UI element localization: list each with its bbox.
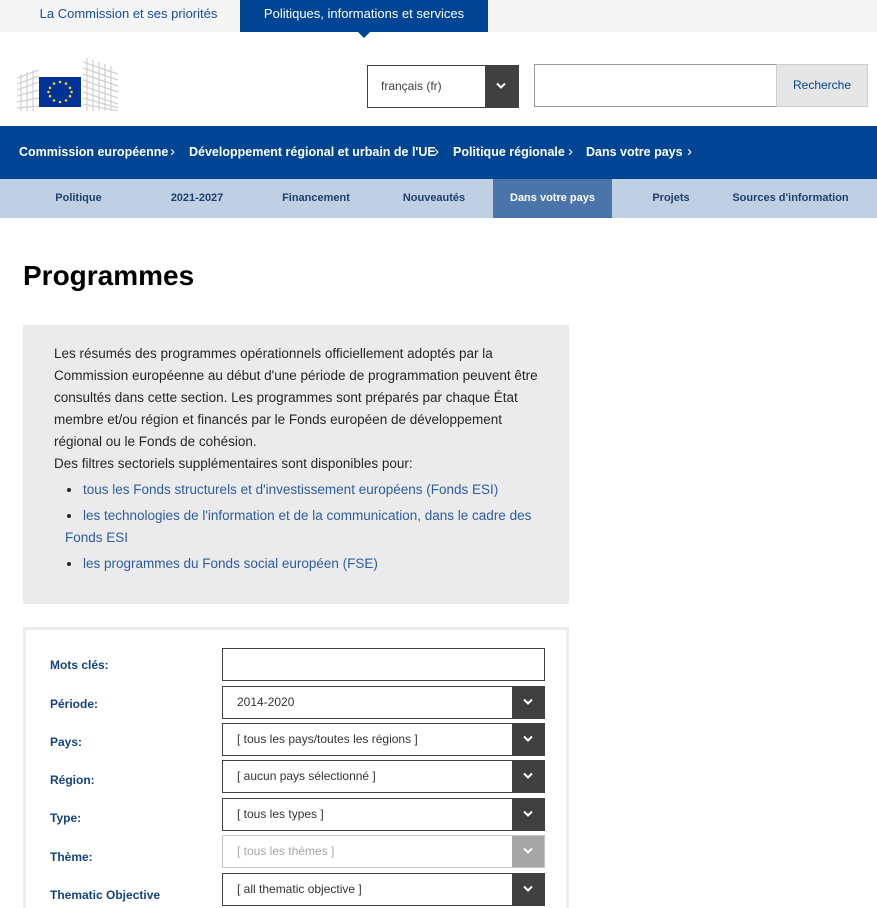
- type-value: [ tous les types ]: [237, 807, 324, 821]
- theme-value: [ tous les thèmes ]: [237, 844, 335, 858]
- language-select[interactable]: [367, 65, 519, 108]
- region-value: [ aucun pays sélectionné ]: [237, 769, 376, 783]
- country-value: [ tous les pays/toutes les régions ]: [237, 732, 418, 746]
- subnav-projets[interactable]: Projets: [652, 192, 690, 204]
- eu-flag-logo-icon[interactable]: [17, 58, 119, 111]
- link-esi-funds[interactable]: tous les Fonds structurels et d'investissement européens (Fonds ESI): [83, 479, 533, 501]
- tab-commission-priorities[interactable]: La Commission et ses priorités: [39, 6, 218, 21]
- language-dropdown-button[interactable]: [485, 66, 518, 107]
- chevron-right-icon: ›: [434, 143, 439, 160]
- subnav-dans-votre-pays[interactable]: Dans votre pays: [493, 179, 612, 218]
- subnav-nouveautes[interactable]: Nouveautés: [402, 192, 466, 204]
- type-dropdown-button[interactable]: [512, 799, 544, 830]
- country-select[interactable]: [222, 723, 545, 756]
- info-box: [23, 325, 569, 604]
- info-paragraph: Les résumés des programmes opérationnels officiellement adoptés par la Commission européenne au début d'une période de programmation peuvent être consultés dans cette section. Les programmes sont préparés par chaque État membre et/ou région et financés par le Fonds européen de développement régional ou le Fonds de cohésion.: [54, 346, 538, 449]
- thematic-objective-dropdown-button[interactable]: [512, 874, 544, 905]
- filter-form: [23, 627, 569, 908]
- info-filters-intro: Des filtres sectoriels supplémentaires sont disponibles pour:: [54, 456, 413, 471]
- type-label: Type:: [50, 811, 82, 825]
- tab-policies-information-services[interactable]: Politiques, informations et services: [240, 0, 488, 32]
- period-value: 2014-2020: [237, 695, 295, 709]
- subnav-financement[interactable]: Financement: [282, 192, 350, 204]
- theme-select[interactable]: [222, 835, 545, 868]
- language-value: français (fr): [381, 79, 442, 93]
- chevron-right-icon: ›: [568, 143, 573, 160]
- chevron-down-icon: [496, 82, 506, 90]
- type-select[interactable]: [222, 798, 545, 831]
- link-esf-programmes[interactable]: les programmes du Fonds social européen (FSE): [83, 553, 533, 575]
- keywords-input[interactable]: [222, 648, 545, 681]
- breadcrumb: [0, 126, 877, 179]
- period-select[interactable]: [222, 686, 545, 719]
- subnav-sources-information[interactable]: Sources d'information: [732, 192, 849, 204]
- chevron-right-icon: ›: [687, 143, 692, 160]
- chevron-down-icon: [523, 810, 533, 818]
- region-dropdown-button[interactable]: [512, 761, 544, 792]
- breadcrumb-commission[interactable]: Commission européenne: [19, 145, 169, 159]
- subnav-politique[interactable]: Politique: [55, 192, 102, 204]
- thematic-objective-label: Thematic Objective: [50, 888, 161, 902]
- chevron-down-icon: [523, 885, 533, 893]
- breadcrumb-regional-urban[interactable]: Développement régional et urbain de l'UE: [189, 145, 436, 159]
- breadcrumb-in-your-country[interactable]: Dans votre pays: [586, 145, 683, 159]
- sector-filter-links: [65, 479, 533, 579]
- country-label: Pays:: [50, 735, 83, 749]
- link-ict-esi-funds[interactable]: les technologies de l'information et de la communication, dans le cadre des Fonds ESI: [65, 505, 533, 549]
- chevron-down-icon: [523, 847, 533, 855]
- top-tab-bar: [0, 0, 877, 32]
- country-dropdown-button[interactable]: [512, 724, 544, 755]
- period-label: Période:: [50, 697, 99, 711]
- page-title: Programmes: [23, 260, 195, 291]
- chevron-down-icon: [523, 698, 533, 706]
- theme-dropdown-button[interactable]: [512, 836, 544, 867]
- info-text: [54, 343, 544, 475]
- period-dropdown-button[interactable]: [512, 687, 544, 718]
- thematic-objective-value: [ all thematic objective ]: [237, 882, 362, 896]
- subnav-2021-2027[interactable]: 2021-2027: [170, 192, 224, 204]
- theme-label: Thème:: [50, 850, 93, 864]
- chevron-right-icon: ›: [170, 143, 175, 160]
- search-button[interactable]: Recherche: [776, 64, 868, 107]
- search-input[interactable]: [534, 64, 777, 107]
- chevron-down-icon: [523, 735, 533, 743]
- chevron-down-icon: [523, 772, 533, 780]
- sub-navigation: [0, 179, 877, 218]
- region-select[interactable]: [222, 760, 545, 793]
- breadcrumb-regional-policy[interactable]: Politique régionale: [453, 145, 565, 159]
- region-label: Région:: [50, 773, 95, 787]
- thematic-objective-select[interactable]: [222, 873, 545, 906]
- keywords-label: Mots clés:: [50, 658, 109, 672]
